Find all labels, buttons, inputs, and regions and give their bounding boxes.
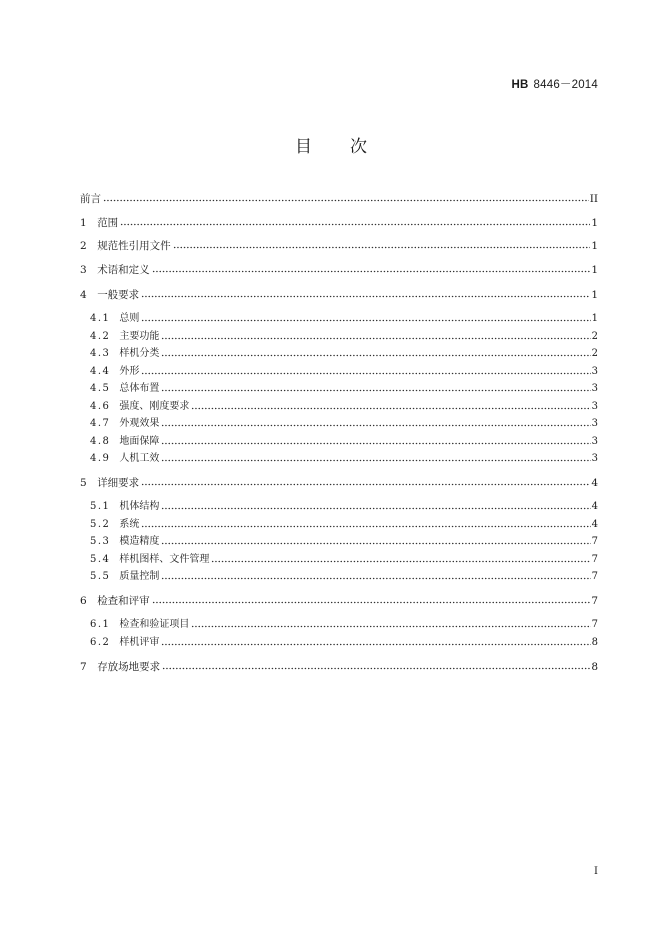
- toc-entry-title: 详细要求: [97, 477, 140, 489]
- toc-entry[interactable]: [90, 450, 598, 466]
- toc-entry-page: II: [589, 193, 598, 205]
- footer-page-number: I: [594, 866, 598, 877]
- toc-entry-title: 模造精度: [119, 536, 160, 547]
- toc-entry-page: 3: [591, 400, 598, 412]
- toc-entry-number: 3: [80, 264, 89, 276]
- toc-entry-title: 外形: [119, 365, 140, 377]
- toc-entry-page: 2: [591, 330, 598, 342]
- toc-entry-number: 4.2: [90, 330, 111, 342]
- toc-entry-page: 7: [591, 553, 598, 565]
- toc-entry[interactable]: [90, 634, 598, 650]
- dot-leader: [141, 483, 590, 486]
- toc-entry-number: 5.5: [90, 571, 111, 582]
- dot-leader: [152, 270, 591, 273]
- dot-leader: [141, 319, 590, 322]
- toc-entry-number: 4.5: [90, 383, 111, 394]
- dot-leader: [141, 525, 590, 528]
- toc-entry-page: 3: [591, 365, 598, 377]
- toc-entry-page: 1: [591, 313, 598, 324]
- toc-entry-number: 1: [80, 217, 89, 229]
- toc-entry-page: 3: [591, 435, 598, 447]
- dot-leader: [152, 601, 591, 604]
- toc-entry-number: 4.1: [90, 313, 111, 324]
- dot-leader: [173, 246, 591, 249]
- toc-entry-title: 存放场地要求: [97, 661, 161, 673]
- toc-entry[interactable]: [90, 328, 598, 344]
- toc-entry-number: 7: [80, 661, 89, 673]
- toc-entry[interactable]: [80, 190, 598, 206]
- toc-entry[interactable]: [80, 286, 598, 302]
- toc-entry-number: 4: [80, 289, 89, 301]
- toc-entry-number: 4.7: [90, 418, 111, 429]
- toc-entry[interactable]: [90, 616, 598, 632]
- toc-entry-number: 6.2: [90, 637, 111, 648]
- dot-leader: [211, 560, 590, 563]
- dot-leader: [162, 667, 590, 670]
- toc-entry[interactable]: [90, 516, 598, 532]
- dot-leader: [161, 389, 590, 392]
- toc-entry-page: 2: [591, 348, 598, 359]
- toc-entry-page: 7: [591, 619, 598, 630]
- toc-title-part2: 次: [350, 137, 367, 157]
- toc-entry-number: 6: [80, 595, 89, 607]
- dot-leader: [141, 372, 590, 375]
- dot-leader: [161, 442, 590, 445]
- toc-entry-number: 5.4: [90, 553, 111, 565]
- toc-entry-page: 7: [591, 571, 598, 582]
- toc-entry-page: 7: [591, 536, 598, 547]
- toc-entry-page: 3: [591, 453, 598, 464]
- toc-entry-number: 5.3: [90, 536, 111, 547]
- toc-entry-title: 主要功能: [119, 330, 160, 342]
- dot-leader: [191, 407, 590, 410]
- toc-entry-number: 4.6: [90, 400, 111, 412]
- toc-entry[interactable]: [80, 592, 598, 608]
- toc-entry-page: 1: [591, 264, 598, 276]
- toc-entry-number: 5.2: [90, 518, 111, 530]
- toc-entry-title: 人机工效: [119, 453, 160, 464]
- toc-entry-title: 强度、刚度要求: [119, 400, 190, 412]
- dot-leader: [141, 295, 590, 298]
- toc-entry-number: 4.3: [90, 348, 111, 359]
- toc-entry-title: 质量控制: [119, 571, 160, 582]
- toc-entry-number: 5: [80, 477, 89, 489]
- toc-entry[interactable]: [90, 433, 598, 449]
- dot-leader: [161, 577, 590, 580]
- toc-entry[interactable]: [80, 261, 598, 277]
- toc-entry-title: 系统: [119, 518, 140, 530]
- toc-title-part1: 目: [295, 137, 312, 157]
- dot-leader: [191, 625, 590, 628]
- toc-entry-title: 总则: [119, 313, 140, 324]
- dot-leader: [161, 354, 590, 357]
- toc-entry-title: 外观效果: [119, 418, 160, 429]
- toc-entry[interactable]: [90, 345, 598, 361]
- toc-entry[interactable]: [90, 568, 598, 584]
- dot-leader: [120, 223, 590, 226]
- toc-entry-page: 4: [591, 501, 598, 512]
- dot-leader: [161, 542, 590, 545]
- toc-entry-page: 8: [591, 637, 598, 648]
- toc-entry-title: 总体布置: [119, 383, 160, 394]
- standard-prefix: HB: [511, 79, 529, 91]
- toc-entry-page: 8: [591, 661, 598, 673]
- toc-entry-number: 4.8: [90, 435, 111, 447]
- toc-entry[interactable]: [90, 498, 598, 514]
- toc-entry[interactable]: [80, 474, 598, 490]
- toc-entry-title: 术语和定义: [97, 264, 150, 276]
- toc-entry[interactable]: [90, 415, 598, 431]
- toc-entry[interactable]: [80, 658, 598, 674]
- dot-leader: [103, 199, 589, 202]
- toc-entry-title: 地面保障: [119, 435, 160, 447]
- toc-entry-title: 样机图样、文件管理: [119, 553, 210, 565]
- toc-entry-page: 4: [591, 477, 598, 489]
- toc-entry-title: 机体结构: [119, 501, 160, 512]
- toc-entry-page: 1: [591, 240, 598, 252]
- toc-entry[interactable]: [90, 551, 598, 567]
- toc-entry-page: 1: [591, 217, 598, 229]
- toc-entry-title: 范围: [97, 217, 119, 229]
- toc-entry[interactable]: [90, 363, 598, 379]
- toc-entry-number: 4.9: [90, 453, 111, 464]
- toc-entry-page: 7: [591, 595, 598, 607]
- toc-entry-page: 4: [591, 518, 598, 530]
- toc-entry-number: 4.4: [90, 365, 111, 377]
- toc-entry-title: 规范性引用文件: [97, 240, 171, 252]
- toc-entry-page: 3: [591, 418, 598, 429]
- toc-entry-title: 样机分类: [119, 348, 160, 359]
- toc-entry[interactable]: [90, 310, 598, 326]
- toc-entry-title: 一般要求: [97, 289, 140, 301]
- toc-entry[interactable]: [90, 533, 598, 549]
- dot-leader: [161, 507, 590, 510]
- toc-entry-title: 前言: [80, 193, 101, 205]
- dot-leader: [161, 337, 590, 340]
- toc-entry[interactable]: [90, 380, 598, 396]
- dot-leader: [161, 424, 590, 427]
- toc-entry-title: 检查和评审: [97, 595, 150, 607]
- toc-entry[interactable]: [80, 214, 598, 230]
- toc-entry[interactable]: [90, 398, 598, 414]
- dot-leader: [161, 459, 590, 462]
- standard-number: 8446－2014: [533, 79, 598, 91]
- toc-entry-page: 1: [591, 289, 598, 301]
- toc-entry-title: 样机评审: [119, 637, 160, 648]
- toc-entry[interactable]: [80, 237, 598, 253]
- toc-entry-title: 检查和验证项目: [119, 619, 190, 630]
- dot-leader: [161, 643, 590, 646]
- toc-entry-page: 3: [591, 383, 598, 394]
- toc-entry-number: 2: [80, 240, 89, 252]
- toc-entry-number: 6.1: [90, 619, 111, 630]
- toc-entry-number: 5.1: [90, 501, 111, 512]
